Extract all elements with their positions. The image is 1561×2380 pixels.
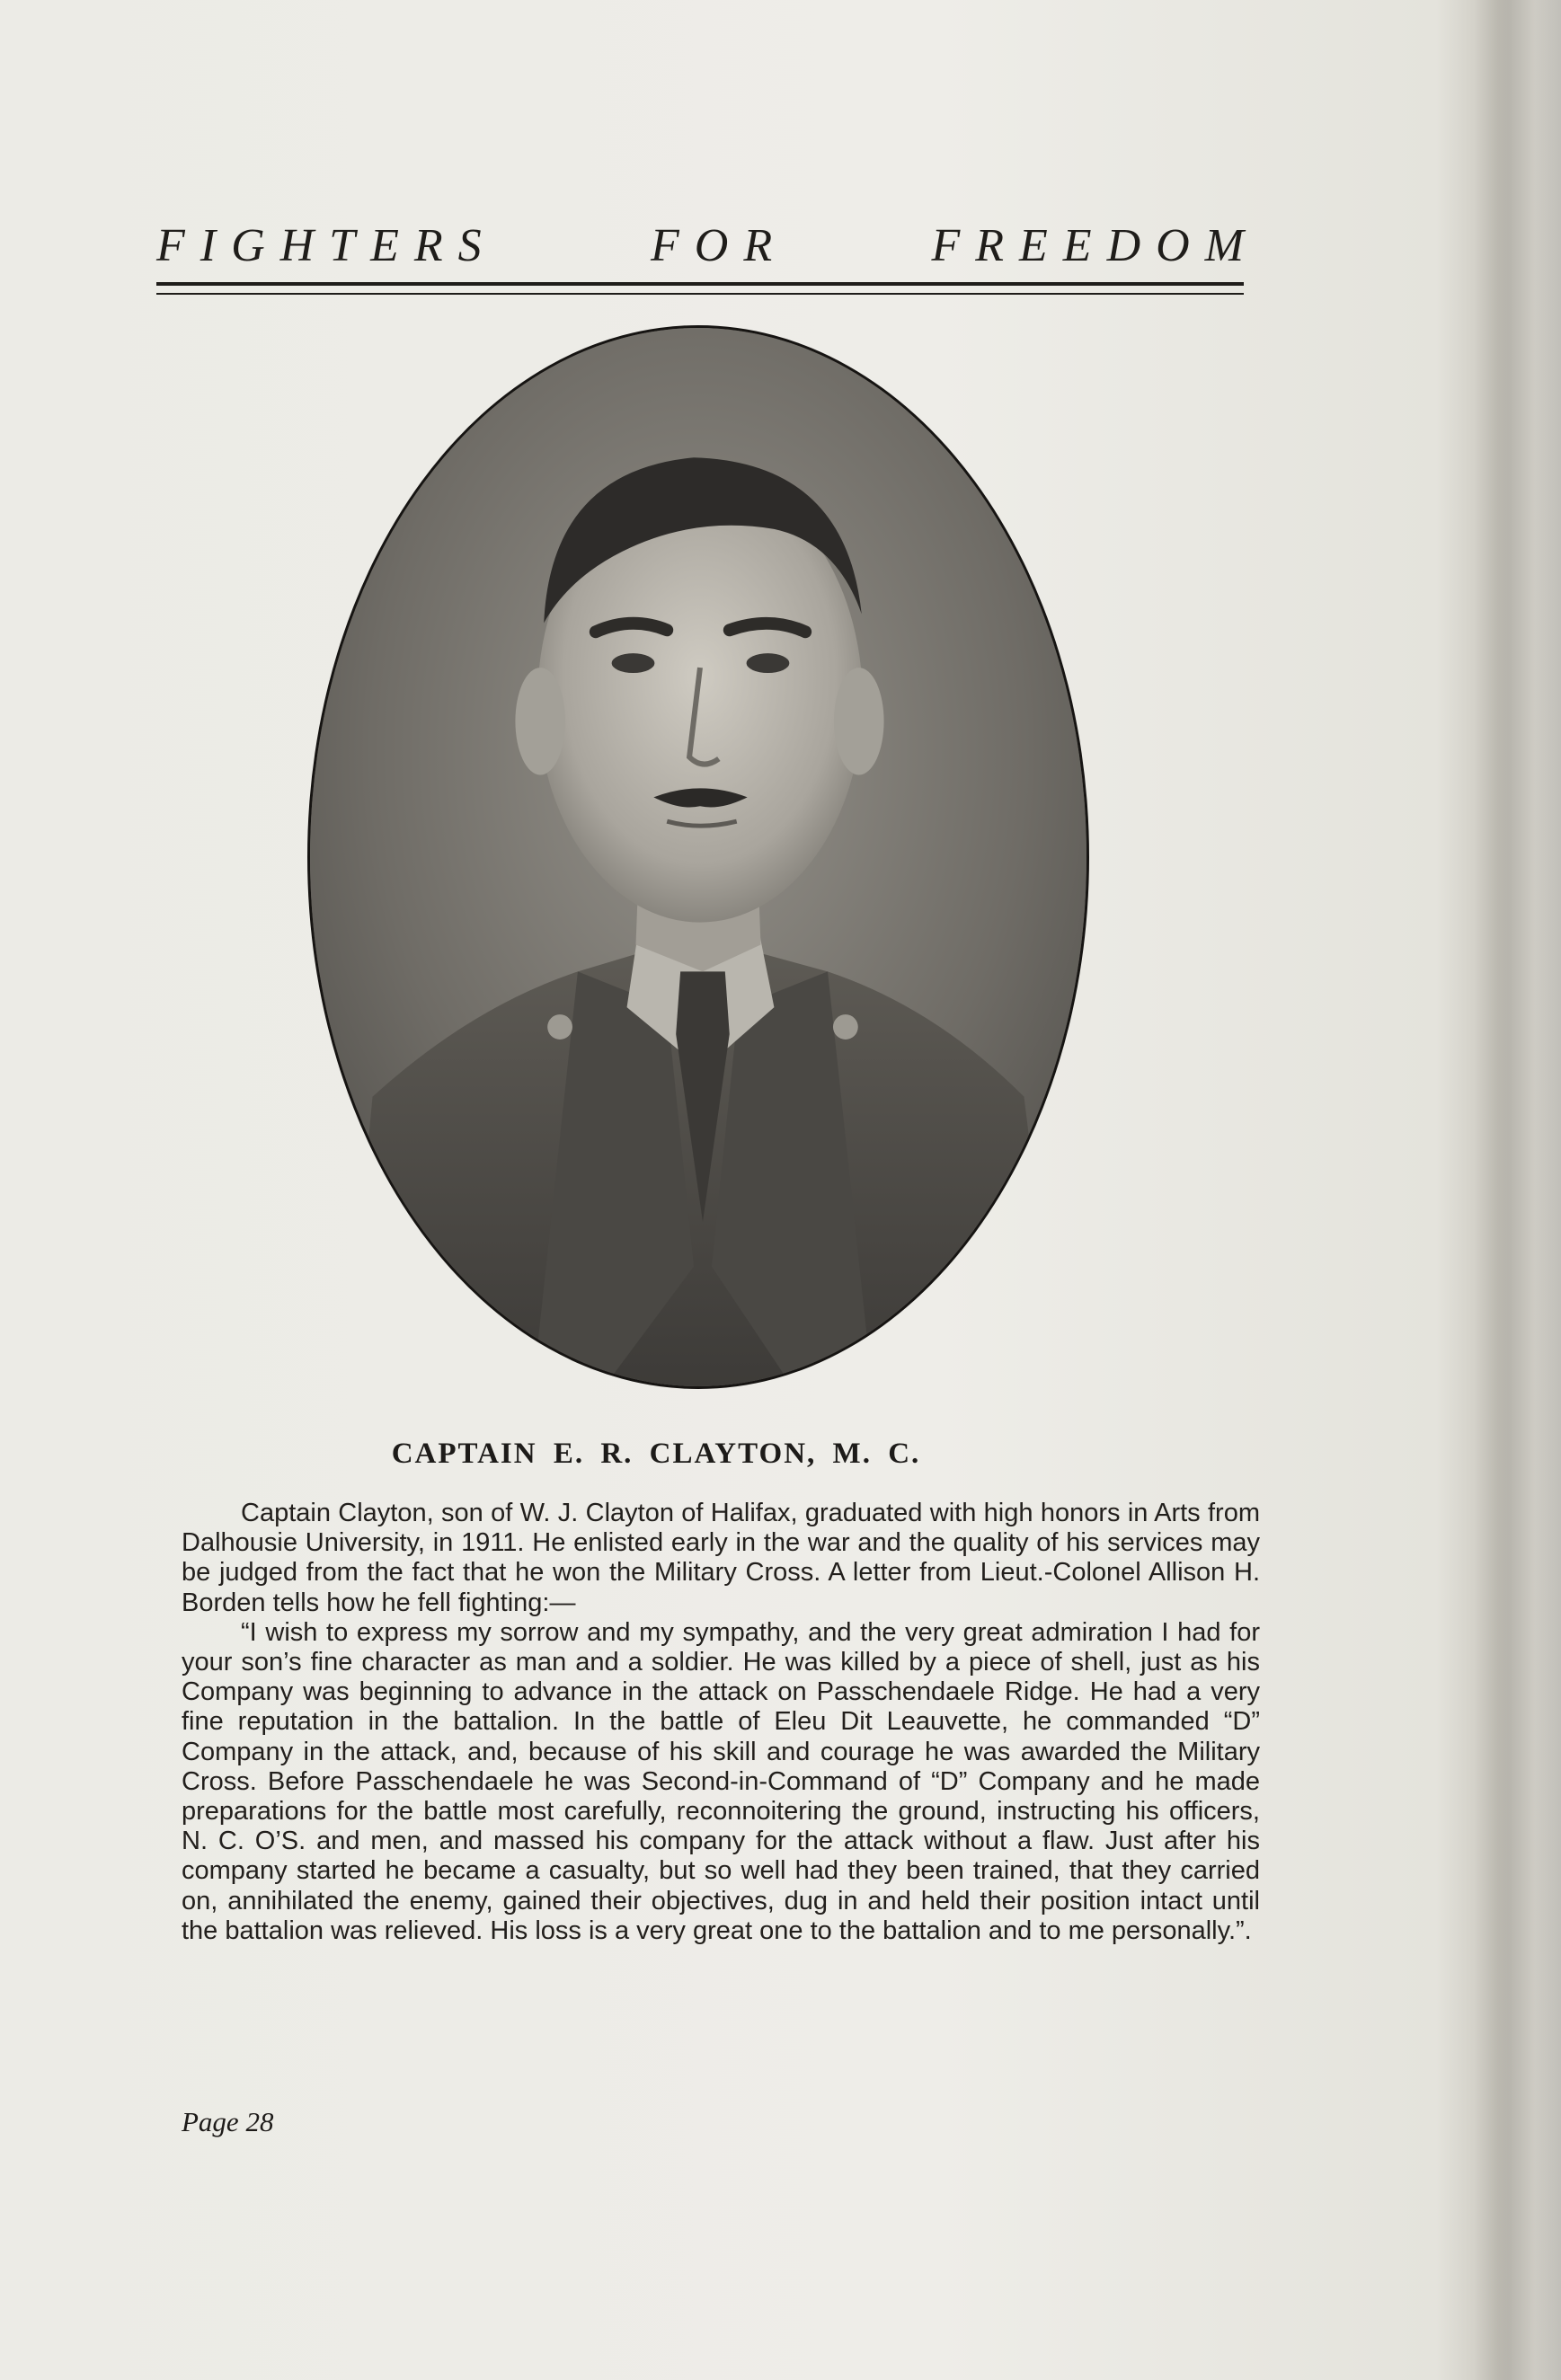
header-word-for: FOR <box>651 220 788 271</box>
portrait-photo <box>307 325 1089 1389</box>
header-word-fighters: FIGHTERS <box>156 220 497 271</box>
header-rule-thin <box>156 293 1244 295</box>
article-paragraph-1: Captain Clayton, son of W. J. Clayton of Halifax, graduated with high honors in Arts from Dalhousie University, in 1911. He enlisted early in the war and the quality of his services may be judged from the fact that he won the Military Cross. A letter from Lieut.-Colonel Allison H. Borden tells how he fell fighting:— <box>182 1499 1260 1617</box>
running-header <box>156 219 1259 279</box>
portrait-caption: CAPTAIN E. R. CLAYTON, M. C. <box>391 1438 921 1470</box>
page-edge-shadow <box>1474 0 1561 2380</box>
header-word-freedom: FREEDOM <box>931 220 1259 271</box>
letter-quote-paragraph: “I wish to express my sorrow and my sympathy, and the very great admiration I had for your son’s fine character as man and a soldier. He was killed by a piece of shell, just as his Company was beginning to advance in the attack on Passchendaele Ridge. He had a very fine reputation in the battalion. In the battle of Eleu Dit Leauvette, he commanded “D” Company in the attack, and, because of his skill and courage he was awarded the Military Cross. Before Passchendaele he was Second-in-Command of “D” Company and he made preparations for the battle most carefully, reconnoitering the ground, instructing his officers, N. C. O’S. and men, and massed his company for the attack without a flaw. Just after his company started he became a casualty, but so well had they been trained, that they carried on, annihilated the enemy, gained their objectives, dug in and held their position intact until the battalion was relieved. His loss is a very great one to the battalion and to me personally.”. <box>182 1617 1260 1945</box>
portrait-icon <box>310 328 1086 1386</box>
article-body <box>182 1499 1260 1946</box>
header-rule-thick <box>156 282 1244 286</box>
page-number: Page 28 <box>182 2106 274 2137</box>
